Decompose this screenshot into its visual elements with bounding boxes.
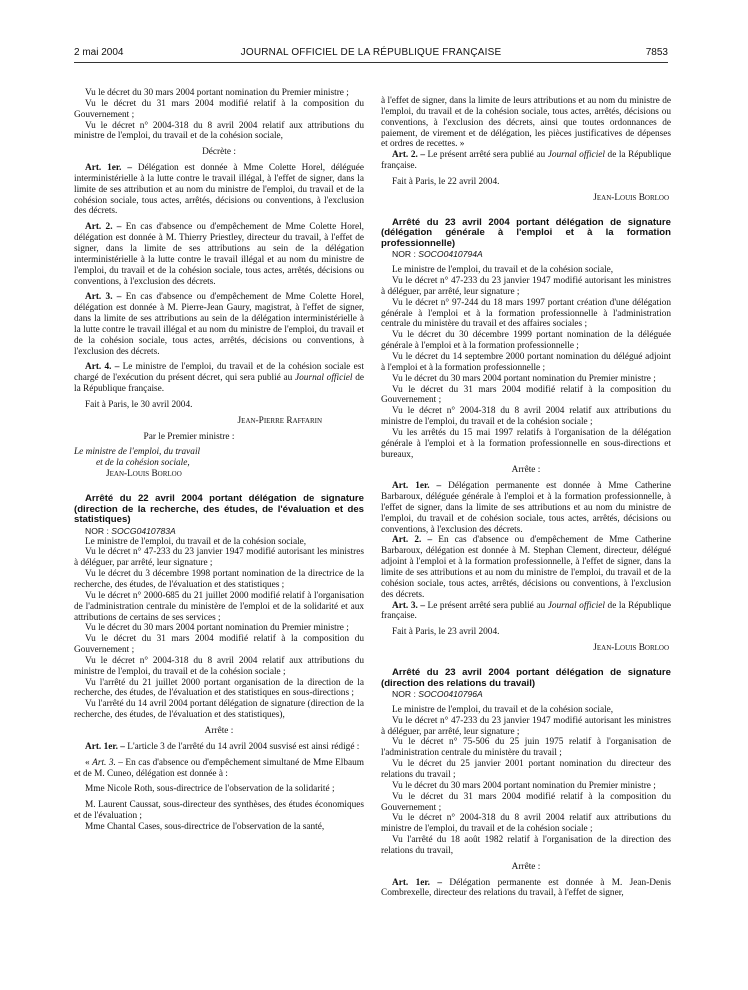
journal-officiel-ref: Journal officiel [547, 150, 605, 161]
article-text: – En cas d'absence ou d'empêchement simultané de Mme Elbaum et de M. Cuneo, délégation est donnée à : [74, 757, 364, 779]
header-rule [74, 62, 668, 63]
paragraph: Vu l'arrêté du 14 avril 2004 portant délégation de signature (direction de la recherche, des études, de l'évaluation et des statistiques), [74, 699, 364, 721]
paragraph: Vu le décret du 31 mars 2004 modifié relatif à la composition du Gouvernement ; [74, 98, 364, 120]
article-text: En cas d'absence ou d'empêchement de Mme Catherine Barbaroux, délégation est donnée à M. Stephan Clement, directeur, délégué adjoint à l'emploi et à la formation professionnelle, à l'effet de signer, dans la limite de ses attributions et au nom du ministre de l'emploi, du travail et de la cohésion sociale, tous actes, arrêtés, décisions ou conventions, à l'exclusion des décrets. [381, 535, 672, 600]
page-number: 7853 [645, 47, 668, 58]
article-text: Le ministre de l'emploi, du travail et de la cohésion sociale est chargé de l'exécution du présent décret, qui sera publié au [74, 362, 364, 384]
article-text: Le présent arrêté sera publié au [425, 600, 548, 611]
article-label: Art. 2. – [85, 222, 122, 233]
paragraph: Vu l'arrêté du 21 juillet 2000 portant organisation de la direction de la recherche, des études, de l'évaluation et des statistiques en sous-directions ; [74, 677, 364, 699]
paragraph: Vu le décret n° 97-244 du 18 mars 1997 portant création d'une délégation générale à l'emploi et à la formation professionnelle à l'administration centrale du ministère du travail et des affaires sociales ; [381, 297, 671, 330]
paragraph: Vu le décret n° 2004-318 du 8 avril 2004 relatif aux attributions du ministre de l'emploi, du travail et de la cohésion sociale ; [74, 655, 364, 677]
article-4 [74, 362, 364, 395]
article-label: Art. 2. – [392, 535, 433, 546]
article-label: Art. 1er. – [392, 481, 442, 492]
paragraph: Vu le décret n° 47-233 du 23 janvier 1947 modifié autorisant les ministres à déléguer, par arrêté, leur signature ; [74, 547, 364, 569]
par-le-premier-ministre: Par le Premier ministre : [143, 431, 235, 442]
article-1 [74, 163, 364, 217]
arrete-label: Arrête : [511, 861, 541, 872]
article-label: Art. 3. – [392, 600, 425, 611]
minister-title-line1: Le ministre de l'emploi, du travail [74, 447, 201, 458]
paragraph: Vu le décret n° 2004-318 du 8 avril 2004 relatif aux attributions du ministre de l'emploi, du travail et de la cohésion sociale, [74, 120, 364, 142]
paragraph: Vu le décret du 31 mars 2004 modifié relatif à la composition du Gouvernement ; [381, 791, 671, 813]
arrete-label: Arrête : [204, 725, 234, 736]
place-date: Fait à Paris, le 22 avril 2004. [392, 176, 500, 187]
signature: Jean-Louis Borloo [593, 192, 669, 203]
signature: Jean-Pierre Raffarin [237, 415, 322, 426]
paragraph: à l'effet de signer, dans la limite de leurs attributions et au nom du ministre de l'emploi, du travail et de la cohésion sociale, tous actes, arrêtés, décisions ou conventions, à l'exclusion des décrets, ainsi que toutes ordonnances de paiement, de virement et de délégation, les pièces justificatives de dépenses et ordres de recettes. » [381, 96, 671, 150]
paragraph: Vu le décret du 30 mars 2004 portant nomination du Premier ministre ; [85, 623, 349, 634]
paragraph: Vu le décret du 30 décembre 1999 portant nomination de la déléguée générale à l'emploi et à la formation professionnelle ; [381, 330, 671, 352]
list-item: Mme Chantal Cases, sous-directrice de l'observation de la santé, [85, 821, 325, 832]
paragraph: Vu le décret n° 2000-685 du 21 juillet 2000 modifié relatif à l'organisation de l'administration centrale du ministère de l'emploi et de la solidarité et aux attributions de certains de ses services ; [74, 590, 364, 623]
place-date: Fait à Paris, le 23 avril 2004. [392, 627, 500, 638]
paragraph: Vu le décret n° 47-233 du 23 janvier 1947 modifié autorisant les ministres à déléguer, par arrêté, leur signature ; [381, 276, 671, 297]
article-3 [381, 601, 671, 623]
place-date: Fait à Paris, le 30 avril 2004. [85, 399, 193, 410]
decree-heading: Arrêté du 23 avril 2004 portant délégation de signature (délégation générale à l'emploi et à la formation professionnelle) [381, 216, 671, 249]
issue-date: 2 mai 2004 [74, 47, 124, 58]
article-label: Art. 1er. – [85, 163, 133, 174]
article-text: de la République française. [381, 150, 671, 172]
article-1 [381, 878, 671, 900]
nor-code: SOCO0410794A [418, 249, 483, 260]
left-column [74, 88, 364, 833]
paragraph: Vu le décret n° 2004-318 du 8 avril 2004 relatif aux attributions du ministre de l'emploi, du travail et de la cohésion sociale ; [381, 813, 671, 835]
paragraph: Vu le décret du 14 septembre 2000 portant nomination du délégué adjoint à l'emploi et à la formation professionnelle ; [381, 351, 671, 373]
paragraph: Vu le décret du 30 mars 2004 portant nomination du Premier ministre ; [392, 373, 656, 384]
nor-reference [74, 526, 364, 537]
article-3 [74, 292, 364, 357]
paragraph: Vu les arrêtés du 15 mai 1997 relatifs à l'organisation de la délégation générale à l'emploi et à la formation professionnelle en sous-directions et bureaux, [381, 427, 671, 460]
paragraph: Vu le décret n° 47-233 du 23 janvier 1947 modifié autorisant les ministres à déléguer, par arrêté, leur signature ; [381, 715, 671, 737]
paragraph: Le ministre de l'emploi, du travail et de la cohésion sociale, [392, 265, 614, 276]
paragraph: Vu le décret du 30 mars 2004 portant nomination du Premier ministre ; [85, 88, 349, 98]
article-label: Art. 1er. – [392, 877, 443, 888]
nor-label: NOR : [392, 689, 419, 700]
paragraph: Vu le décret du 25 janvier 2001 portant nomination du directeur des relations du travail ; [381, 759, 671, 780]
article-text: Délégation permanente est donnée à Mme Catherine Barbaroux, déléguée générale à l'emploi et à la formation professionnelle, à l'effet de signer, dans la limite de ses attributions et au nom du ministre de l'emploi, du travail et de cohésion sociale, tous actes, arrêtés, décisions ou conventions, à l'exclusion des décrets. [381, 481, 671, 535]
nor-reference [381, 249, 671, 260]
paragraph: Vu l'arrêté du 18 août 1982 relatif à l'organisation de la direction des relations du travail, [381, 835, 671, 856]
decree-heading: Arrêté du 22 avril 2004 portant délégation de signature (direction de la recherche, des études, de l'évaluation et des statistiques) [74, 493, 364, 526]
arrete-label: Arrête : [511, 465, 541, 476]
decree-heading: Arrêté du 23 avril 2004 portant délégation de signature (direction des relations du travail) [381, 666, 671, 689]
article-label: Art. 2. – [392, 150, 425, 161]
article-1 [74, 742, 364, 753]
article-2 [381, 535, 671, 600]
quote-mark: « [85, 757, 93, 768]
nor-reference [381, 689, 671, 700]
paragraph: Vu le décret du 30 mars 2004 portant nomination du Premier ministre ; [392, 780, 656, 791]
article-text: En cas d'absence ou d'empêchement de Mme Colette Horel, délégation est donnée à M. Pierre-Jean Gaury, magistrat, à l'effet de signer, dans la limite de ses attributions au sein de la délégation interministérielle à la lutte contre le travail illégal et au nom du ministre de l'emploi, du travail et de la cohésion sociale, tous actes, arrêtés, décisions ou conventions, à l'exclusion des décrets. [74, 292, 364, 357]
article-text: Délégation permanente est donnée à M. Jean-Denis Combrexelle, directeur des relations du travail, à l'effet de signer, [381, 877, 671, 899]
paragraph: Le ministre de l'emploi, du travail et de la cohésion sociale, [392, 704, 614, 715]
article-label: Art. 4. – [85, 362, 120, 373]
journal-title: JOURNAL OFFICIEL DE LA RÉPUBLIQUE FRANÇAISE [240, 47, 502, 58]
article-text: Délégation est donnée à Mme Colette Horel, déléguée interministérielle à la lutte contre le travail illégal, à l'effet de signer, dans la limite de ses attribution et au nom du ministre de l'emploi, du travail et de la cohésion sociale, tous actes, arrêtés, décisions ou conventions, à l'exclusion des décrets. [74, 163, 364, 217]
quoted-article [74, 758, 364, 780]
paragraph: Vu le décret du 31 mars 2004 modifié relatif à la composition du Gouvernement ; [381, 384, 671, 406]
paragraph: Le ministre de l'emploi, du travail et de la cohésion sociale, [85, 536, 307, 547]
article-2 [381, 150, 671, 172]
article-label: Art. 1er. – [85, 741, 125, 752]
paragraph: Vu le décret du 31 mars 2004 modifié relatif à la composition du Gouvernement ; [74, 634, 364, 656]
list-item: Mme Nicole Roth, sous-directrice de l'observation de la solidarité ; [85, 784, 335, 795]
article-text: En cas d'absence ou d'empêchement de Mme Colette Horel, délégation est donnée à M. Thierry Priestley, directeur du travail, à l'effet de signer, dans la limite de ses attributions au sein de la délégation interministérielle à la lutte contre le travail illégal et au nom du ministre de l'emploi, du travail et de la cohésion sociale, tous actes, arrêtés, décisions ou conventions, à l'exclusion des décrets. [74, 222, 364, 287]
article-2 [74, 222, 364, 287]
decrete-label: Décrète : [202, 147, 236, 158]
nor-label: NOR : [85, 525, 112, 536]
article-label: Art. 3. – [85, 292, 122, 303]
nor-label: NOR : [392, 249, 419, 260]
article-text: Le présent arrêté sera publié au [425, 150, 548, 161]
signature: Jean-Louis Borloo [593, 643, 669, 654]
minister-signature: Jean-Louis Borloo [106, 469, 182, 480]
article-1 [381, 481, 671, 535]
journal-officiel-ref: Journal officiel [547, 600, 605, 611]
nor-code: SOCO0410796A [418, 689, 483, 700]
paragraph: Vu le décret n° 2004-318 du 8 avril 2004 relatif aux attributions du ministre de l'emploi, du travail et de la cohésion sociale ; [381, 406, 671, 428]
article-label: Art. 3. [92, 757, 116, 768]
page-header [74, 47, 668, 61]
minister-title-line2: et de la cohésion sociale, [96, 458, 190, 469]
list-item: M. Laurent Caussat, sous-directeur des synthèses, des études économiques et de l'évaluation ; [74, 800, 364, 822]
journal-officiel-ref: Journal officiel [295, 373, 353, 384]
paragraph: Vu le décret du 3 décembre 1998 portant nomination de la directrice de la recherche, des études, de l'évaluation et des statistiques ; [74, 569, 364, 590]
article-text: de la République française. [74, 373, 364, 395]
article-text: L'article 3 de l'arrêté du 14 avril 2004 susvisé est ainsi rédigé : [124, 741, 360, 752]
article-text: de la République française. [381, 600, 671, 622]
nor-code: SOCG0410783A [111, 525, 176, 536]
right-column [381, 96, 671, 899]
paragraph: Vu le décret n° 75-506 du 25 juin 1975 relatif à l'organisation de l'administration centrale du ministère du travail ; [381, 737, 671, 759]
